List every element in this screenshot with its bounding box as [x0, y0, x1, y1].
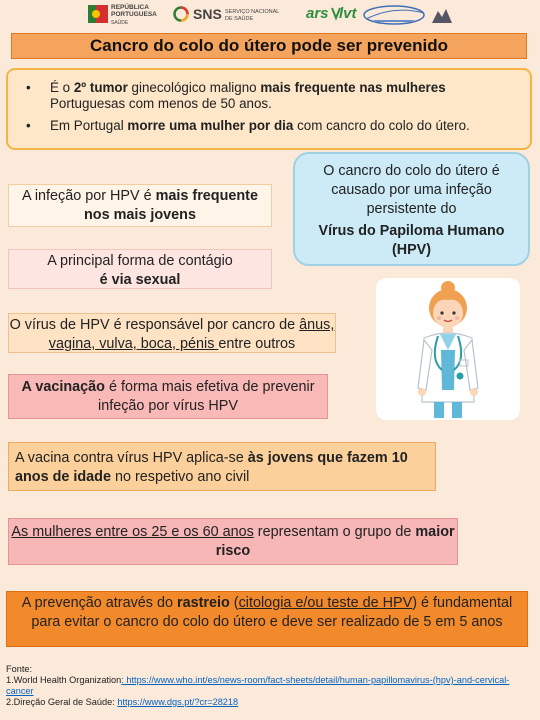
- speech-bubble: [293, 152, 530, 266]
- info-bold: rastreio: [177, 595, 230, 611]
- info-bold: mais frequente nos mais jovens: [84, 188, 258, 223]
- info-bold: às jovens que fazem 10 anos de idade: [15, 450, 408, 485]
- info-text: representam o grupo de: [253, 524, 416, 540]
- info-underline: As mulheres entre os 25 e os 60 anos: [11, 524, 254, 540]
- info-bold: maior risco: [215, 524, 455, 559]
- footer-ref-1: [6, 675, 534, 697]
- info-bold: é via sexual: [99, 272, 181, 288]
- info-box-vacina-idade: [8, 442, 436, 491]
- footer-sources: [6, 664, 534, 708]
- info-box-grupo-risco: [8, 518, 458, 565]
- republica-text-2: PORTUGUESA: [111, 11, 157, 18]
- who-link[interactable]: : https://www.who.int/es/news-room/fact-sheets/detail/human-papillomavirus-(hpv)-and-cervical-cancer: [6, 675, 510, 696]
- info-bold: A vacinação: [21, 379, 105, 395]
- regional-logo: [354, 3, 454, 27]
- fact-bold: morre uma mulher por dia: [127, 118, 294, 133]
- info-text: A prevenção através do: [21, 595, 177, 611]
- info-box-hpv-jovens: [8, 184, 272, 227]
- info-text: (: [229, 595, 239, 611]
- republica-text-1: REPÚBLICA: [111, 4, 149, 11]
- bullet: •: [26, 118, 31, 133]
- info-text: no respetivo ano civil: [110, 469, 250, 485]
- fact-text: Portuguesas com menos de 50 anos.: [50, 96, 272, 111]
- logo-bar: [0, 0, 540, 28]
- info-box-cancros: [8, 313, 336, 353]
- info-text: A vacina contra vírus HPV aplica-se: [15, 450, 248, 466]
- info-text: é forma mais efetiva de prevenir infeção por vírus HPV: [98, 379, 315, 414]
- ars-text: ars: [306, 5, 329, 22]
- ref-prefix: 2.Direção Geral de Saúde:: [6, 697, 118, 707]
- fact-text: ginecológico maligno: [127, 80, 261, 95]
- info-underline: citologia e/ou teste de HPV: [238, 595, 413, 611]
- fact-bold: mais frequente nas mulheres: [260, 80, 446, 95]
- info-underline: ânus, vagina, vulva, boca, pénis: [48, 317, 335, 352]
- sns-text: SNS: [193, 6, 222, 22]
- facts-box: [6, 68, 532, 150]
- fact-item: [26, 80, 516, 112]
- info-box-contagio: [8, 249, 272, 289]
- dgs-link[interactable]: https://www.dgs.pt/?cr=28218: [117, 697, 239, 707]
- republica-text-3: SAÚDE: [111, 20, 129, 26]
- bubble-text: O cancro do colo do útero é causado por uma infeção persistente do: [323, 163, 500, 217]
- info-text: A infeção por HPV é: [22, 188, 156, 204]
- footer-ref-2: [6, 697, 534, 708]
- info-text: ) é fundamental para evitar o cancro do colo do útero e deve ser realizado de 5 em 5 anos: [31, 595, 513, 630]
- sns-logo-icon: [173, 6, 189, 22]
- fact-text: com cancro do colo do útero.: [293, 118, 470, 133]
- page-title: Cancro do colo do útero pode ser prevenido: [11, 33, 527, 59]
- bubble-bold-text: Vírus do Papiloma Humano (HPV): [318, 223, 505, 258]
- bullet: •: [26, 80, 31, 95]
- sns-sub-2: DE SAÚDE: [225, 16, 254, 22]
- info-box-vacinacao: [8, 374, 328, 419]
- info-text: O vírus de HPV é responsável por cancro de: [9, 317, 300, 333]
- lvt-text: lvt: [339, 5, 357, 22]
- sns-sub-1: SERVIÇO NACIONAL: [225, 9, 280, 15]
- info-text: A principal forma de contágio: [47, 253, 233, 269]
- fact-text: Em Portugal: [50, 118, 128, 133]
- fact-text: É o: [50, 80, 74, 95]
- republica-portuguesa-logo: [88, 5, 108, 23]
- info-box-rastreio: [6, 591, 528, 647]
- info-text: entre outros: [218, 336, 296, 352]
- ref-prefix: 1.World Health Organization: [6, 675, 122, 685]
- fact-item: [26, 118, 516, 134]
- doctor-illustration: [408, 280, 488, 420]
- fact-bold: 2º tumor: [73, 80, 128, 95]
- footer-label: Fonte:: [6, 664, 33, 674]
